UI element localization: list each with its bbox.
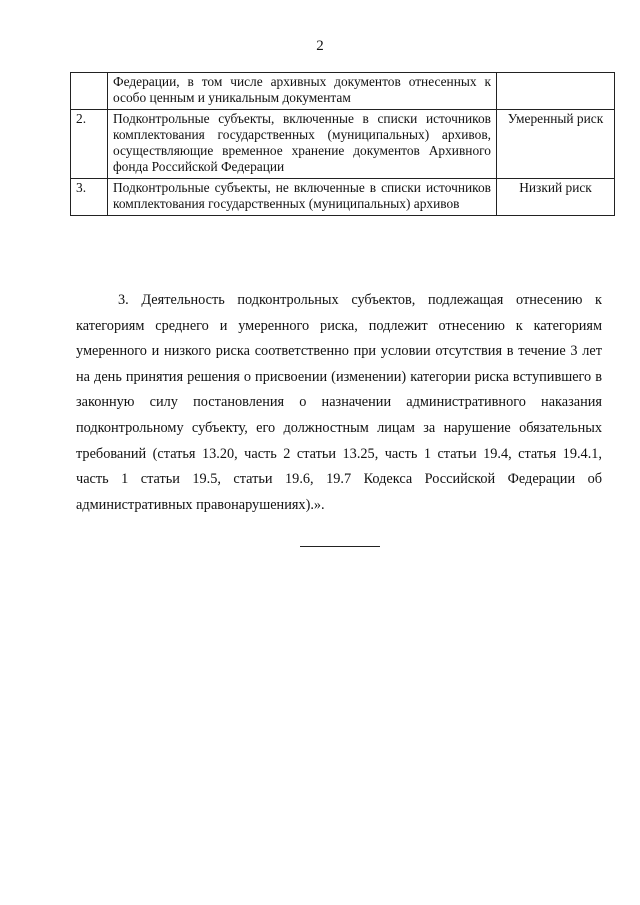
row-description: Подконтрольные субъекты, не включенные в списки источников комплектования государственных (муниципальных) архивов bbox=[108, 179, 497, 216]
table-row bbox=[71, 73, 615, 110]
table-row bbox=[71, 110, 615, 179]
body-paragraph: 3. Деятельность подконтрольных субъектов, подлежащая отнесению к категориям среднего и умеренного риска, подлежит отнесению к категориям умеренного и низкого риска соответственно при условии отсутствия в течение 3 лет на день принятия решения о присвоении (изменении) категории риска вступившего в законную силу постановления о назначении административного наказания подконтрольному субъекту, его должностным лицам за нарушение обязательных требований (статья 13.20, часть 2 статьи 13.25, часть 1 статьи 19.4, статья 19.4.1, часть 1 статьи 19.5, статьи 19.6, 19.7 Кодекса Российской Федерации об административных правонарушениях).». bbox=[76, 292, 602, 513]
row-description: Федерации, в том числе архивных документов отнесенных к особо ценным и уникальным документам bbox=[108, 73, 497, 110]
table-row bbox=[71, 179, 615, 216]
row-risk-category: Умеренный риск bbox=[497, 110, 615, 179]
row-number: 2. bbox=[71, 110, 108, 179]
row-description: Подконтрольные субъекты, включенные в списки источников комплектования государственных (муниципальных) архивов, осуществляющие временное хранение документов Архивного фонда Российской Федерации bbox=[108, 110, 497, 179]
row-number bbox=[71, 73, 108, 110]
end-separator-line bbox=[300, 546, 380, 547]
row-risk-category: Низкий риск bbox=[497, 179, 615, 216]
row-number: 3. bbox=[71, 179, 108, 216]
row-risk-category bbox=[497, 73, 615, 110]
page-number: 2 bbox=[316, 38, 324, 54]
risk-category-table bbox=[70, 72, 615, 216]
